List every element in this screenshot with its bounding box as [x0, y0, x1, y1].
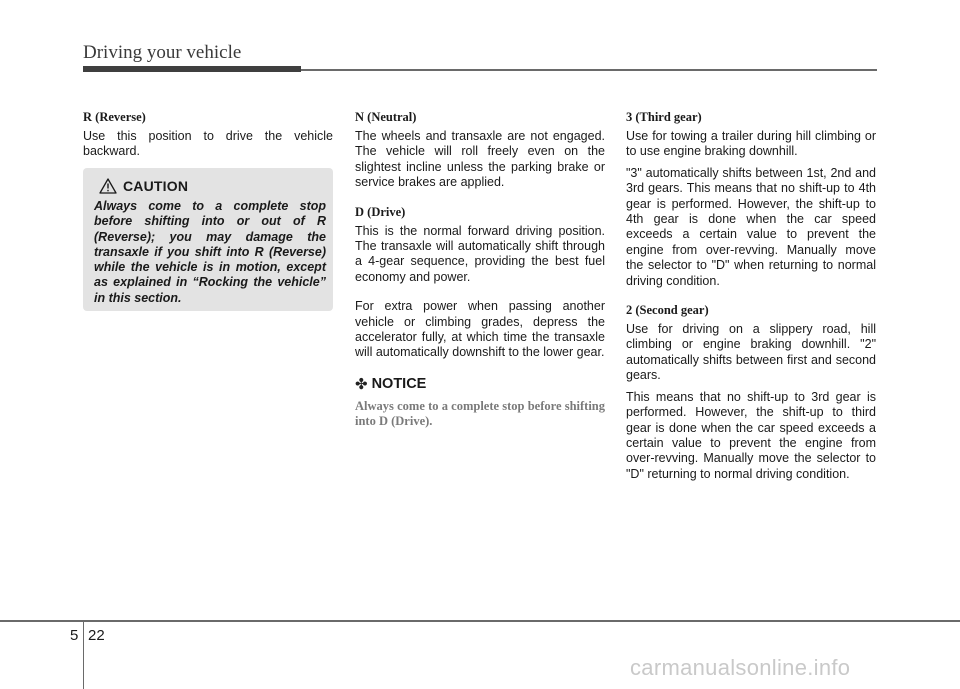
third-gear-text-2: "3" automatically shifts between 1st, 2nd and 3rd gears. This means that no shift-up to 4th gear is performed. However, the shift-up to 4th gear is done when the car speed exceeds a certain value to prevent the engine from over-revving. Manually move the selector to "D" when returning to normal driving condition. [626, 165, 876, 288]
drive-text: This is the normal forward driving position. The transaxle will automatically shift through a 4-gear sequence, providing the best fuel economy and power. [355, 223, 605, 284]
page-header-title: Driving your vehicle [83, 42, 242, 63]
reverse-heading: R (Reverse) [83, 110, 146, 124]
page-number: 22 [88, 627, 105, 644]
notice-header [355, 375, 605, 393]
neutral-heading: N (Neutral) [355, 110, 417, 124]
watermark: carmanualsonline.info [630, 655, 851, 680]
notice-text: Always come to a complete stop before shifting into D (Drive). [355, 398, 605, 429]
caution-box [83, 168, 333, 311]
second-gear-heading: 2 (Second gear) [626, 303, 709, 318]
column-middle [355, 110, 605, 430]
column-right [626, 110, 876, 496]
column-left [83, 110, 333, 174]
second-gear-text: Use for driving on a slippery road, hill climbing or engine braking downhill. "2" automatically shifts between first and second gears. [626, 322, 876, 383]
chapter-number: 5 [70, 627, 79, 644]
second-gear-text-2: This means that no shift-up to 3rd gear is performed. However, the shift-up to third gear is done when the car speed exceeds a certain value to prevent the engine from over-revving. Manually move the selector to "D" returning to normal driving condition. [626, 389, 876, 481]
extra-power-text: For extra power when passing another vehicle or climbing grades, depress the accelerator fully, at which time the transaxle will automatically downshift to the lower gear. [355, 299, 605, 360]
header-rule-thin [301, 69, 877, 71]
warning-triangle-icon [99, 178, 117, 194]
third-gear-heading: 3 (Third gear) [626, 110, 702, 124]
caution-text: Always come to a complete stop before shifting into or out of R (Reverse); you may damage the transaxle if you shift into R (Reverse) while the vehicle is in motion, except as explained in “Rocking the vehicle” in this section. [94, 199, 326, 305]
footer-divider [83, 620, 84, 689]
notice-title: NOTICE [371, 375, 427, 392]
header-rule-thick [83, 66, 301, 72]
notice-cross-icon: ✤ [355, 375, 368, 393]
neutral-text: The wheels and transaxle are not engaged. The vehicle will roll freely even on the slightest incline unless the parking brake or service brakes are applied. [355, 129, 605, 190]
third-gear-text: Use for towing a trailer during hill climbing or to use engine braking downhill. [626, 129, 876, 159]
reverse-text: Use this position to drive the vehicle backward. [83, 129, 333, 159]
footer-rule [0, 620, 960, 622]
drive-heading: D (Drive) [355, 204, 406, 219]
caution-header [99, 178, 188, 194]
caution-title: CAUTION [123, 178, 189, 194]
